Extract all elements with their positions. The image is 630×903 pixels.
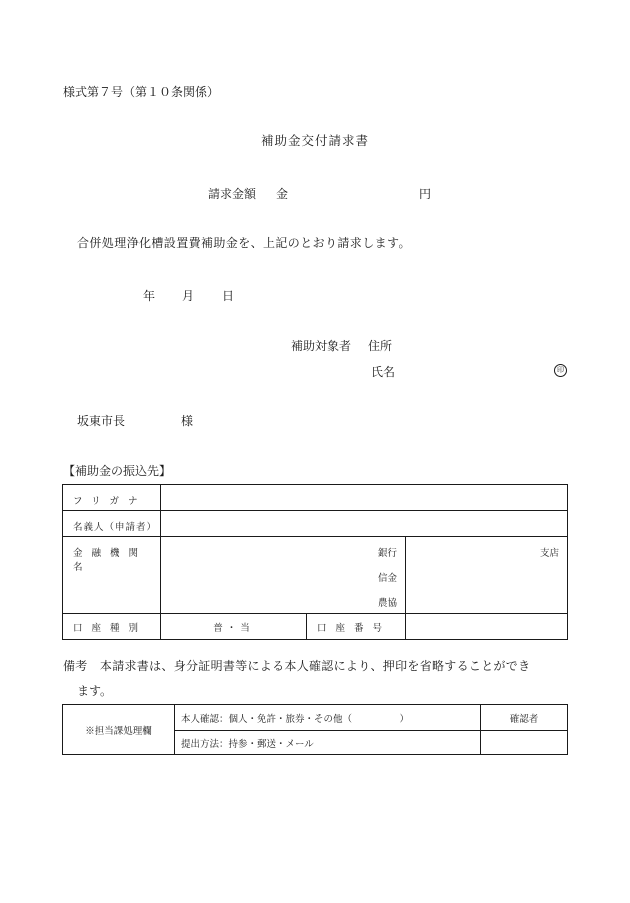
institution-type-nokyo: 農協 <box>377 598 397 609</box>
account-type-label: 口座種別 <box>63 614 161 640</box>
document-title: 補助金交付請求書 <box>260 133 369 148</box>
remark-line-2: ます。 <box>77 684 113 698</box>
submission-method-text: 提出方法：持参・郵送・メール <box>175 731 481 755</box>
account-holder-label: 名義人（申請者） <box>63 511 161 537</box>
institution-field[interactable] <box>161 537 406 614</box>
address-label: 住所 <box>368 339 393 353</box>
remark-line-1: 備考 本請求書は、身分証明書等による本人確認により、押印を省略することができ <box>63 659 531 673</box>
amount-unit: 円 <box>419 187 432 201</box>
office-processing-table <box>62 704 568 755</box>
seal-mark: 印 <box>554 364 567 377</box>
addressee-honorific: 様 <box>181 414 194 428</box>
furigana-label: フリガナ <box>63 485 161 511</box>
account-type-value[interactable]: 普・当 <box>161 614 307 640</box>
date-month-label: 月 <box>182 289 195 303</box>
account-holder-field[interactable] <box>161 511 568 537</box>
amount-prefix: 金 <box>276 187 289 201</box>
identity-check-text: 本人確認：個人・免許・旅券・その他（ ） <box>175 705 481 731</box>
request-statement: 合併処理浄化槽設置費補助金を、上記のとおり請求します。 <box>77 236 411 250</box>
branch-field[interactable] <box>406 537 568 614</box>
confirmer-field[interactable] <box>481 731 568 755</box>
furigana-field[interactable] <box>161 485 568 511</box>
name-label: 氏名 <box>371 365 396 379</box>
date-day-label: 日 <box>222 289 235 303</box>
office-section-label: ※担当課処理欄 <box>63 705 175 755</box>
institution-type-shinkin: 信金 <box>377 573 397 584</box>
branch-label: 支店 <box>540 548 560 559</box>
bank-section-heading: 【補助金の振込先】 <box>63 464 172 478</box>
applicant-label: 補助対象者 <box>291 339 352 353</box>
institution-label: 金融機関名 <box>63 537 161 614</box>
bank-transfer-table <box>62 484 568 640</box>
addressee-name: 坂東市長 <box>77 414 126 428</box>
account-number-label: 口座番号 <box>307 614 406 640</box>
confirmer-label: 確認者 <box>481 705 568 731</box>
form-number: 様式第７号（第１０条関係） <box>63 85 220 99</box>
amount-label: 請求金額 <box>208 187 257 201</box>
institution-type-bank: 銀行 <box>377 548 397 559</box>
date-year-label: 年 <box>143 289 156 303</box>
account-number-field[interactable] <box>406 614 568 640</box>
